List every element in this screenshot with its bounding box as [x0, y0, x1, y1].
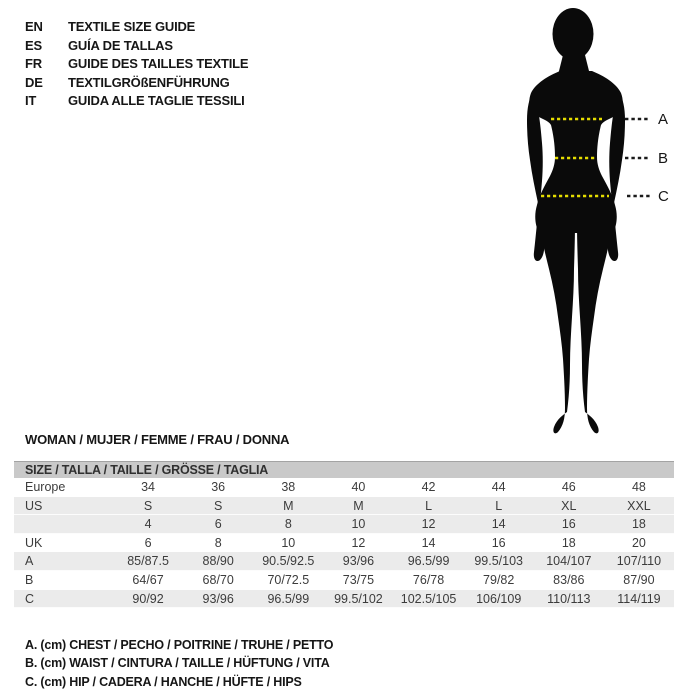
size-table-cell: 4: [144, 517, 152, 532]
size-table-row-label: [14, 515, 113, 534]
size-table-cell: 18: [631, 517, 646, 532]
measurement-legend: [25, 636, 333, 691]
size-table-row: [14, 552, 674, 571]
size-table-cell: 36: [211, 480, 226, 494]
size-table-cell: 34: [141, 480, 156, 494]
language-code: ES: [25, 37, 42, 53]
size-table-cell: M: [283, 498, 294, 513]
size-table-cell: 10: [351, 517, 366, 532]
silhouette-left-leg: [539, 219, 575, 433]
language-title: GUIDA ALLE TAGLIE TESSILI: [68, 93, 245, 108]
size-table-cell: L: [495, 498, 503, 513]
size-table-cell: 85/87.5: [127, 554, 169, 569]
size-table-cell: 76/78: [412, 572, 445, 587]
size-table-cell: 8: [214, 535, 222, 550]
size-table-row: [14, 571, 674, 590]
size-table-cell: 93/96: [342, 554, 375, 569]
size-table-cell: 90/92: [132, 591, 164, 606]
size-table-cell: 102.5/105: [400, 591, 457, 606]
size-table-cell: 42: [421, 480, 436, 494]
language-code: EN: [25, 19, 43, 34]
size-table-row: [14, 534, 674, 553]
language-code: FR: [25, 56, 42, 71]
size-table-cell: 14: [421, 535, 436, 550]
size-table-row-label: C: [25, 591, 35, 606]
size-table-row-label: Europe: [25, 480, 66, 494]
size-table-cell: 114/119: [617, 591, 661, 606]
hip-label: C: [658, 188, 669, 205]
size-table-cell: M: [353, 498, 364, 513]
language-row: [25, 55, 248, 74]
size-table-cell: XL: [561, 498, 577, 513]
legend-line: B. (cm) WAIST / CINTURA / TAILLE / HÜFTUNG / VITA: [25, 656, 330, 671]
silhouette-right-leg: [577, 219, 613, 433]
waist-label: B: [658, 150, 669, 167]
size-table-cell: 48: [631, 480, 646, 494]
size-table-cell: 107/110: [616, 554, 662, 569]
size-table-cell: 16: [561, 517, 576, 532]
size-table-row: [14, 478, 674, 497]
size-table-cell: 38: [281, 480, 296, 494]
woman-silhouette-figure: [495, 5, 695, 435]
size-table-cell: 110/113: [547, 591, 591, 606]
size-table-cell: 44: [491, 480, 506, 494]
size-table-cell: S: [214, 498, 223, 513]
language-row: [25, 92, 248, 111]
size-table-cell: 104/107: [546, 554, 592, 569]
size-table-body: [14, 478, 674, 608]
size-table-row-label: A: [25, 554, 34, 569]
size-table-cell: 14: [491, 517, 506, 532]
size-table-cell: XXL: [627, 498, 651, 513]
size-table-cell: 79/82: [483, 572, 515, 587]
section-title-woman: WOMAN / MUJER / FEMME / FRAU / DONNA: [25, 432, 290, 447]
size-table-cell: 70/72.5: [267, 572, 310, 587]
size-table-cell: 83/86: [553, 572, 585, 587]
size-table-cell: 87/90: [623, 572, 655, 587]
size-table-row: [14, 515, 674, 534]
language-code: IT: [25, 93, 37, 108]
size-table-cell: 73/75: [342, 572, 375, 587]
size-table-cell: 46: [561, 480, 576, 494]
size-table-row-label: B: [25, 572, 34, 587]
size-table-cell: 12: [421, 517, 436, 532]
language-row: [25, 37, 248, 56]
size-table-cell: 99.5/102: [334, 591, 383, 606]
size-table-row: [14, 590, 674, 609]
size-table-cell: 96.5/99: [267, 591, 310, 606]
size-table-cell: 20: [631, 535, 646, 550]
size-table-cell: 93/96: [202, 591, 234, 606]
language-title: GUÍA DE TALLAS: [68, 37, 173, 53]
size-table-cell: S: [143, 498, 153, 513]
size-table-cell: 40: [351, 480, 366, 494]
size-table-cell: 96.5/99: [407, 554, 450, 569]
chest-label: A: [658, 111, 669, 128]
size-table-row-label: UK: [25, 535, 43, 550]
language-title: GUIDE DES TAILLES TEXTILE: [68, 56, 249, 71]
silhouette-torso: [529, 71, 622, 233]
language-title: TEXTILGRÖßENFÜHRUNG: [68, 74, 230, 90]
size-table-cell: 18: [561, 535, 576, 550]
size-table-cell: 88/90: [202, 554, 234, 569]
language-title: TEXTILE SIZE GUIDE: [68, 19, 196, 34]
measure-labels: [658, 111, 669, 205]
size-table-cell: 68/70: [202, 572, 234, 587]
size-table-cell: 8: [284, 517, 292, 532]
size-table-cell: 12: [351, 535, 366, 550]
language-row: [25, 18, 248, 37]
size-table-row-label: US: [25, 498, 43, 513]
woman-silhouette: [527, 8, 625, 433]
size-table-cell: 106/109: [476, 591, 522, 606]
size-table-cell: L: [425, 498, 433, 513]
size-table-cell: 6: [214, 517, 222, 532]
legend-line: A. (cm) CHEST / PECHO / POITRINE / TRUHE / PETTO: [25, 638, 334, 652]
language-row: [25, 74, 248, 93]
legend-line: C. (cm) HIP / CADERA / HANCHE / HÜFTE / HIPS: [25, 674, 302, 689]
size-table-cell: 64/67: [132, 572, 164, 587]
size-table-cell: 90.5/92.5: [262, 554, 315, 569]
language-title-list: [25, 18, 248, 111]
size-table-cell: 99.5/103: [474, 554, 524, 569]
language-code: DE: [25, 74, 43, 90]
size-table-header: SIZE / TALLA / TAILLE / GRÖSSE / TAGLIA: [14, 461, 674, 478]
size-table-row: [14, 497, 674, 516]
size-table-cell: 10: [281, 535, 296, 550]
size-table-cell: 6: [144, 535, 152, 550]
size-table-cell: 16: [491, 535, 506, 550]
size-table: [14, 461, 674, 608]
